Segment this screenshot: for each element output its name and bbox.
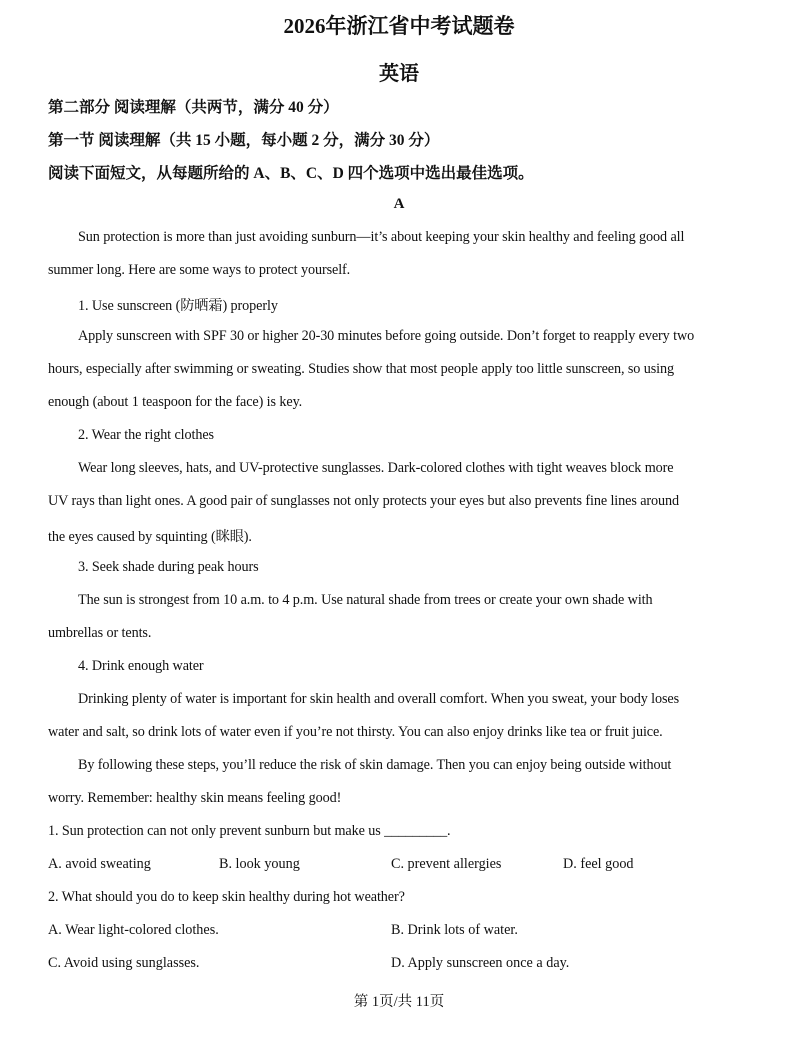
option-a[interactable]: A. avoid sweating [48, 856, 151, 872]
passage-line: the eyes caused by squinting (眯眼). [48, 529, 252, 545]
option-b[interactable]: B. Drink lots of water. [391, 922, 518, 938]
passage-line: umbrellas or tents. [48, 625, 152, 641]
passage-line: Sun protection is more than just avoiding sunburn—it’s about keeping your skin healthy and feeling good all [78, 229, 685, 245]
option-a[interactable]: A. Wear light-colored clothes. [48, 922, 219, 938]
question-stem: 1. Sun protection can not only prevent sunburn but make us _________. [48, 823, 451, 839]
passage-line: worry. Remember: healthy skin means feeling good! [48, 790, 342, 806]
exam-title: 2026年浙江省中考试题卷 [283, 14, 515, 38]
passage-line: summer long. Here are some ways to protect yourself. [48, 262, 351, 278]
option-c[interactable]: C. Avoid using sunglasses. [48, 955, 200, 971]
passage-subheading: 2. Wear the right clothes [78, 427, 214, 443]
passage-line: Drinking plenty of water is important for skin health and overall comfort. When you sweat, your body loses [78, 691, 680, 707]
part-heading: 第二部分 阅读理解（共两节，满分 40 分） [48, 99, 339, 116]
question-stem: 2. What should you do to keep skin healthy during hot weather? [48, 889, 405, 905]
passage-line: hours, especially after swimming or sweating. Studies show that most people apply too little sunscreen, so using [48, 361, 674, 377]
passage-line: The sun is strongest from 10 a.m. to 4 p.m. Use natural shade from trees or create your own shade with [78, 592, 653, 608]
passage-line: By following these steps, you’ll reduce the risk of skin damage. Then you can enjoy being outside without [78, 757, 672, 773]
page-number: 第 1页/共 11页 [353, 994, 445, 1010]
passage-line: Wear long sleeves, hats, and UV-protective sunglasses. Dark-colored clothes with tight weaves block more [78, 460, 674, 476]
passage-subheading: 4. Drink enough water [78, 658, 204, 674]
passage-subheading: 3. Seek shade during peak hours [78, 559, 259, 575]
option-b[interactable]: B. look young [219, 856, 300, 872]
passage-label: A [393, 196, 405, 212]
subject-title: 英语 [379, 63, 419, 85]
option-c[interactable]: C. prevent allergies [391, 856, 502, 872]
passage-line: Apply sunscreen with SPF 30 or higher 20-30 minutes before going outside. Don’t forget to reapply every two [78, 328, 695, 344]
passage-line: UV rays than light ones. A good pair of sunglasses not only protects your eyes but also prevents fine lines around [48, 493, 680, 509]
passage-line: water and salt, so drink lots of water even if you’re not thirsty. You can also enjoy drinks like tea or fruit juice. [48, 724, 663, 740]
instruction-text: 阅读下面短文，从每题所给的 A、B、C、D 四个选项中选出最佳选项。 [48, 165, 534, 182]
passage-subheading: 1. Use sunscreen (防晒霜) properly [78, 298, 278, 314]
option-d[interactable]: D. Apply sunscreen once a day. [391, 955, 570, 971]
passage-line: enough (about 1 teaspoon for the face) is key. [48, 394, 303, 410]
option-d[interactable]: D. feel good [563, 856, 634, 872]
section-heading: 第一节 阅读理解（共 15 小题，每小题 2 分，满分 30 分） [48, 132, 440, 149]
